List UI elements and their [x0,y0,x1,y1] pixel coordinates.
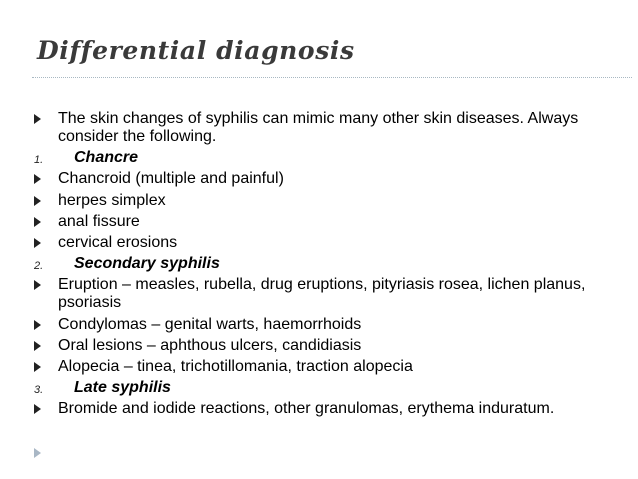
footer-triangle-icon [34,448,41,458]
numbered-heading [32,379,612,397]
numbered-heading [32,149,612,167]
list-item [32,170,612,188]
bullet-triangle-icon [34,114,41,124]
list-item-text: Oral lesions – aphthous ulcers, candidiasis [58,336,362,354]
list-item [32,110,612,146]
content-list [32,110,612,421]
list-item-text: Condylomas – genital warts, haemorrhoids [58,315,362,333]
list-number: 1. [34,154,44,167]
bullet-triangle-icon [34,341,41,351]
list-item-text: herpes simplex [58,191,166,209]
bullet-triangle-icon [34,174,41,184]
list-number: 2. [34,260,44,273]
bullet-triangle-icon [34,217,41,227]
list-item-text: Bromide and iodide reactions, other granulomas, erythema induratum. [58,400,555,418]
list-item-text: Eruption – measles, rubella, drug eruptions, pityriasis rosea, lichen planus, psoriasis [58,276,586,312]
list-item-text: Alopecia – tinea, trichotillomania, traction alopecia [58,357,413,375]
bullet-triangle-icon [34,238,41,248]
list-item-text: anal fissure [58,212,140,230]
list-item-text: The skin changes of syphilis can mimic many other skin diseases. Always consider the following. [58,110,579,145]
list-number: 3. [34,384,44,397]
title-divider [32,77,632,78]
list-item-text: cervical erosions [58,233,178,251]
bullet-triangle-icon [34,404,41,414]
list-item [32,234,612,252]
numbered-heading-text: Late syphilis [74,379,171,397]
list-item [32,276,612,312]
list-item [32,316,612,334]
numbered-heading-text: Secondary syphilis [74,255,220,273]
list-item-text: Chancroid (multiple and painful) [58,170,284,188]
list-item [32,400,612,418]
bullet-triangle-icon [34,362,41,372]
bullet-triangle-icon [34,280,41,290]
numbered-heading [32,255,612,273]
list-item [32,337,612,355]
list-item [32,192,612,210]
slide-title: Differential diagnosis [37,36,355,65]
list-item [32,358,612,376]
list-item [32,213,612,231]
bullet-triangle-icon [34,196,41,206]
numbered-heading-text: Chancre [74,149,139,167]
bullet-triangle-icon [34,320,41,330]
